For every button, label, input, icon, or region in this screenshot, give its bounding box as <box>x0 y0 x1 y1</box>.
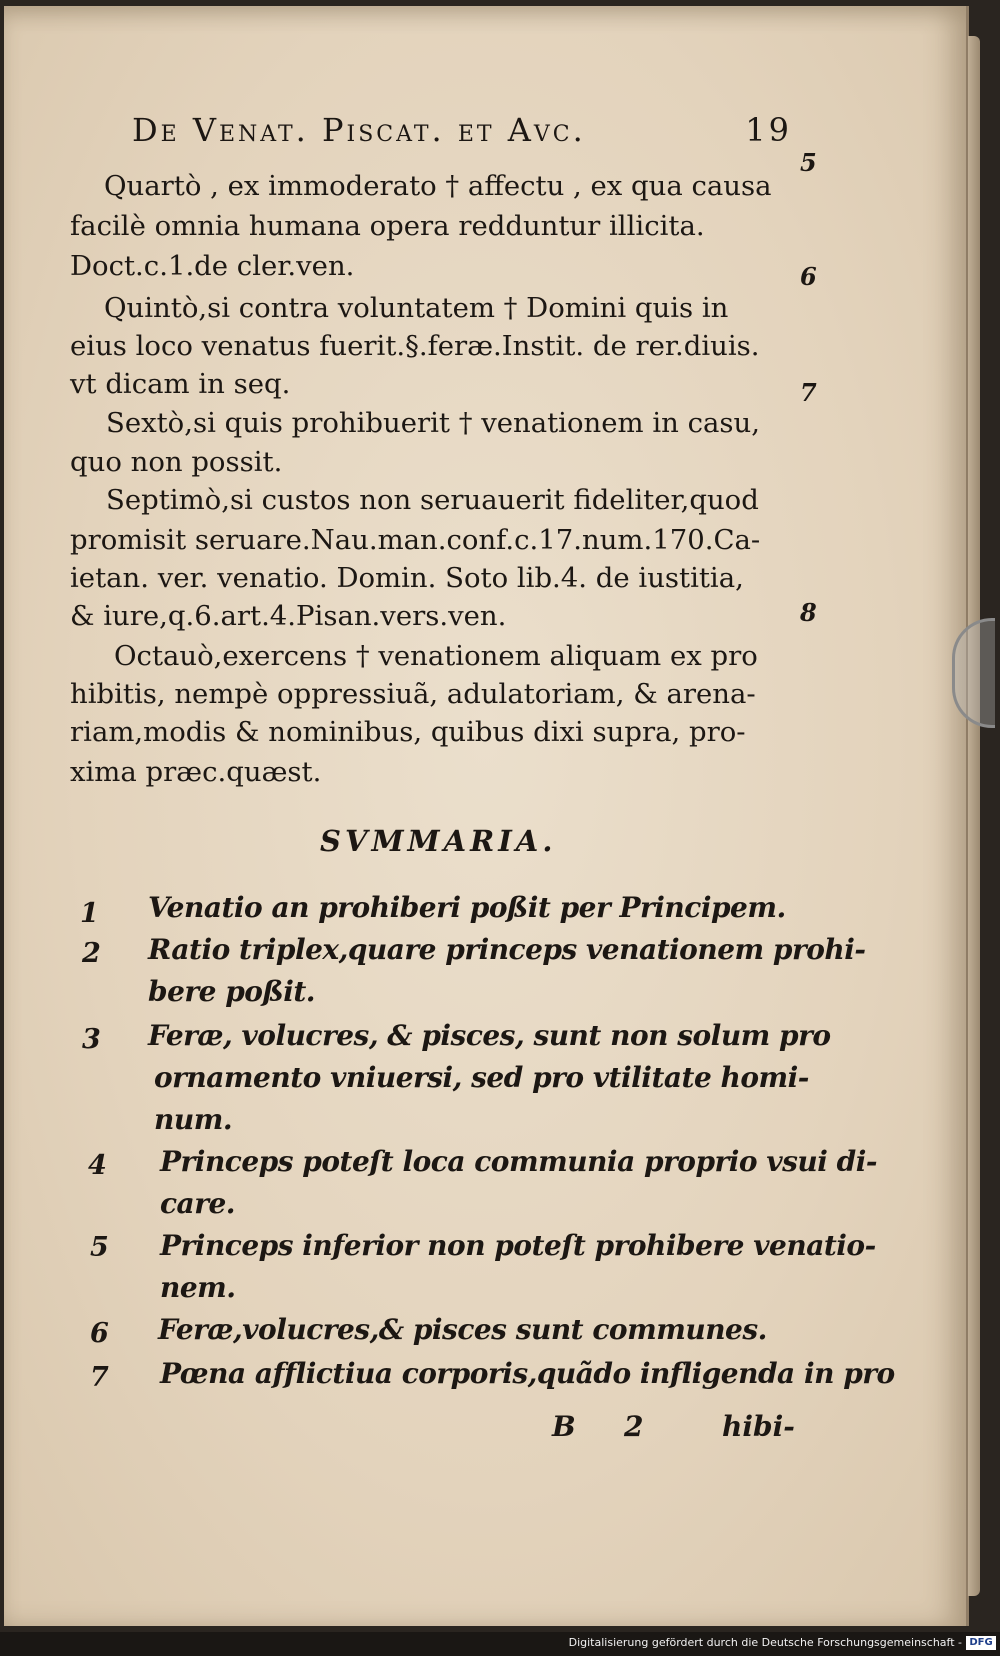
dfg-logo: DFG <box>966 1636 996 1650</box>
body-line: Septimò,si custos non seruauerit fideliter,quod <box>106 484 759 516</box>
body-line: & iure,q.6.art.4.Pisan.vers.ven. <box>70 600 507 632</box>
body-line: Sextò,si quis prohibuerit † venationem in casu, <box>106 407 760 439</box>
body-line: promisit seruare.Nau.man.conf.c.17.num.170.Ca- <box>70 524 761 556</box>
summary-line: Pœna afflictiua corporis,quãdo infligenda in pro <box>160 1357 895 1390</box>
summary-line: ornamento vniuersi, sed pro vtilitate homi- <box>154 1061 809 1094</box>
body-line: facilè omnia humana opera redduntur illicita. <box>70 210 705 242</box>
body-line: Doct.c.1.de cler.ven. <box>70 250 355 282</box>
margin-number: 7 <box>800 378 817 407</box>
digitization-credit: Digitalisierung gefördert durch die Deutsche Forschungsgemeinschaft - <box>568 1636 962 1649</box>
body-line: ietan. ver. venatio. Domin. Soto lib.4. de iustitia, <box>70 562 744 594</box>
page-edge <box>968 36 980 1596</box>
body-line: Octauò,exercens † venationem aliquam ex pro <box>114 640 758 672</box>
signature-mark: B <box>552 1410 576 1443</box>
summary-line: Feræ, volucres, & pisces, sunt non solum pro <box>148 1019 831 1052</box>
summary-line: Ratio triplex,quare princeps venationem prohi- <box>148 933 866 966</box>
page-number: 19 <box>745 111 792 149</box>
summary-line: Princeps inferior non poteſt prohibere venatio- <box>160 1229 876 1262</box>
running-title: De Venat. Piscat. et Avc. <box>132 111 586 149</box>
summary-number: 7 <box>90 1362 109 1393</box>
summary-number: 5 <box>90 1232 109 1263</box>
catchword: hibi- <box>722 1410 795 1443</box>
body-line: hibitis, nempè oppressiuã, adulatoriam, & arena- <box>70 678 756 710</box>
body-line: xima præc.quæst. <box>70 756 322 788</box>
summary-line: Feræ,volucres,& pisces sunt communes. <box>158 1313 767 1346</box>
body-line: eius loco venatus fuerit.§.feræ.Instit. de rer.diuis. <box>70 330 760 362</box>
summary-line: care. <box>160 1187 236 1220</box>
summary-line: num. <box>154 1103 233 1136</box>
body-line: riam,modis & nominibus, quibus dixi supra, pro- <box>70 716 746 748</box>
body-line: quo non possit. <box>70 446 283 478</box>
summary-number: 4 <box>88 1150 107 1181</box>
signature-number: 2 <box>624 1410 644 1443</box>
summary-number: 6 <box>90 1318 109 1349</box>
margin-number: 8 <box>800 598 817 627</box>
book-page <box>4 6 969 1626</box>
margin-number: 5 <box>800 148 817 177</box>
running-header <box>132 111 792 157</box>
summary-number: 1 <box>80 898 99 929</box>
summary-number: 3 <box>82 1024 101 1055</box>
summary-line: Venatio an prohiberi poßit per Principem. <box>148 891 786 924</box>
body-line: Quintò,si contra voluntatem † Domini quis in <box>104 292 729 324</box>
summary-number: 2 <box>82 938 101 969</box>
margin-number: 6 <box>800 262 817 291</box>
body-line: vt dicam in seq. <box>70 368 291 400</box>
summary-line: bere poßit. <box>148 975 316 1008</box>
summary-line: nem. <box>160 1271 236 1304</box>
body-line: Quartò , ex immoderato † affectu , ex qua causa <box>104 170 772 202</box>
summary-line: Princeps poteſt loca communia proprio vsui di- <box>160 1145 877 1178</box>
summaria-title: SVMMARIA. <box>320 824 557 858</box>
